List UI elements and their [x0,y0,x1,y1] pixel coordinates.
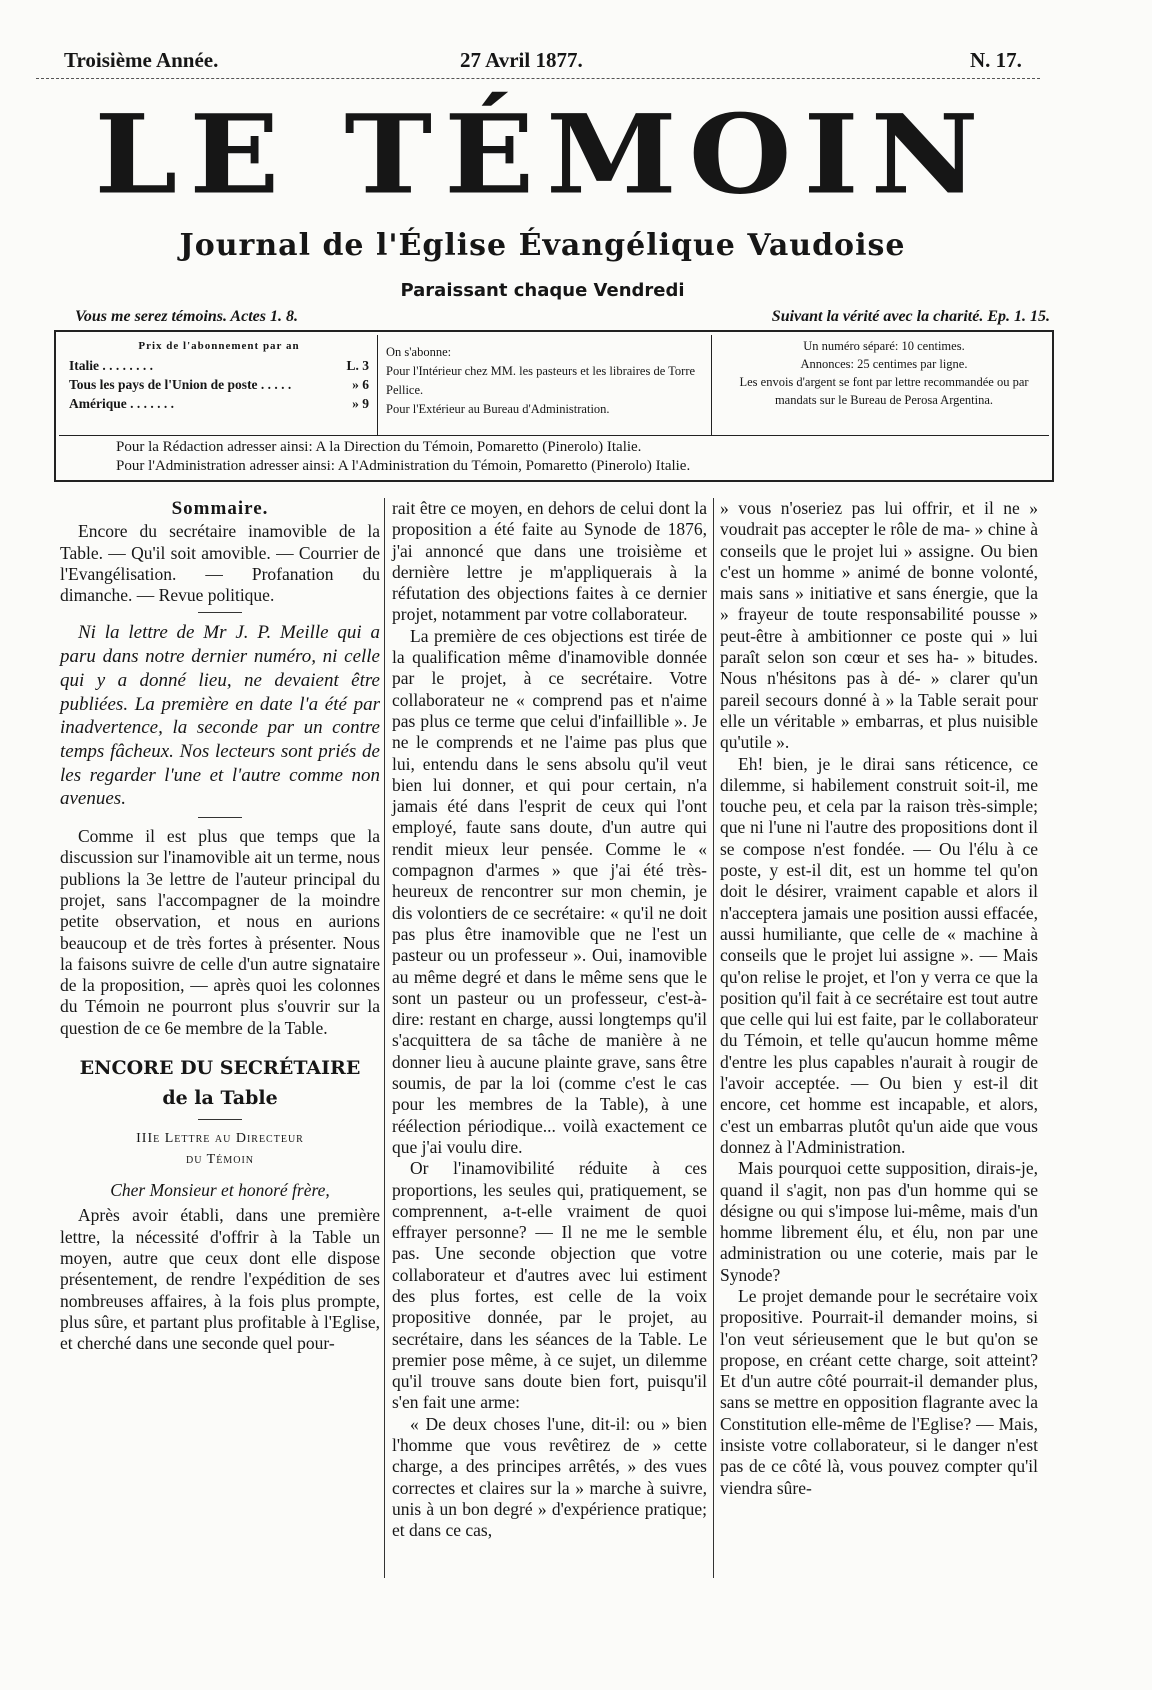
intro-paragraph: Comme il est plus que temps que la discussion sur l'inamovible ait un terme, nous publions la 3e lettre de l'auteur principal du projet, sans l'accompagner de la moindre petite observation, et nous en aurions beaucoup et de très fortes à présenter. Nous la faisons suivre de celle d'un autre signataire de la proposition, — après quoi les colonnes du Témoin ne pourront plus s'ouvrir sur la question de ce 6e membre de la Table. [60,826,380,1038]
rates-info [719,335,1049,411]
subscribe-line: Pour l'Intérieur chez MM. les pasteurs et les libraires de Torre Pellice. [386,364,696,397]
subscribe-line: On s'abonne: [386,345,452,359]
addresses [116,438,1016,476]
rates-line: Un numéro séparé: 10 centimes. [803,339,965,353]
body-paragraph: Le projet demande pour le secrétaire voix propositive. Pourrait-il demander moins, si l'on veut sérieusement que le but qu'on se propose, en créant cette charge, soit atteint? Et d'un autre côté pourrait-il demander plus, sans se mettre en opposition flagrante avec la Constitution elle-même de l'Eglise? — Mais, insiste votre collaborateur, si le danger n'est pas de ce côté là, vous pouvez compter qu'il viendra sûre- [720,1285,1038,1498]
motto-left: Vous me serez témoins. Actes 1. 8. [75,308,298,325]
issue-date: 27 Avril 1877. [460,48,583,72]
subscribe-info [377,335,712,435]
price-value: » 6 [352,377,369,392]
price-value: » 9 [352,396,369,411]
subscribe-line: Pour l'Extérieur au Bureau d'Administration. [386,402,610,416]
price-value: L. 3 [346,358,369,373]
salutation: Cher Monsieur et honoré frère, [110,1180,330,1201]
letter-heading: IIIe Lettre au Directeur [136,1131,304,1147]
letter-heading: du Témoin [185,1152,254,1168]
subscription-inner [59,335,1049,436]
masthead-title: LE TÉMOIN [94,90,991,219]
newspaper-page [30,0,1055,1690]
tagline: Paraissant chaque Vendredi [400,280,685,301]
body-paragraph: » vous n'oseriez pas lui offrir, et il ne » voudrait pas accepter le rôle de ma- » chine à conseils que le projet lui » assigne. Ou bien c'est un homme » animé de bonne volonté, mais sans » initiative et sans énergie, que la » frayeur de toute responsabilité pousse » peut-être à ambitionner ce poste qui » lui paraît selon son cœur et ses ha- » bitudes. Nous n'hésitons pas à dé- » clarer qu'un pareil secours donné à » la Table serait pour elle un véritable » embarras, et plus nuisible qu'utile ». [720,498,1038,753]
price-list [69,337,369,413]
column-1 [60,498,380,1354]
price-row [69,394,369,413]
body-paragraph: Après avoir établi, dans une première lettre, la nécessité d'offrir à la Table un moyen, autre que ceux dont elle dispose présentement, de rendre l'expédition de ses nombreuses affaires, à la fois plus prompte, plus sûre, et partant plus profitable à l'Eglise, et cherché dans une seconde quel pour- [60,1205,380,1354]
issue-number: N. 17. [970,48,1022,72]
sommaire-title: Sommaire. [171,498,269,519]
divider [198,1119,242,1120]
editorial-notice: Ni la lettre de Mr J. P. Meille qui a paru dans notre dernier numéro, ni celle qui y a donné lieu, ne devaient être publiées. La première en date l'a été par inadvertence, la seconde par un contre temps fâcheux. Nos lecteurs sont priés de les regarder l'une et l'autre comme non avenues. [60,622,380,810]
divider [198,612,242,613]
price-label: Tous les pays de l'Union de poste . . . . . [69,377,292,392]
body-paragraph: La première de ces objections est tirée de la qualification même d'inamovible donnée par le projet, à ce secrétaire. Votre collaborateur ne « comprend pas et n'aime pas plus ce terme que celui d'infaillible ». Je ne le comprends et ne l'aime pas plus que lui, entendu dans le sens absolu qu'il veut bien lui donner, et qui pour certain, n'a jamais été dans l'esprit de ceux qui l'ont employé, faute sans doute, d'un autre qui rendit mieux leur pensée. Comme le « compagnon d'armes » que j'ai été très-heureux de rencontrer sur mon chemin, je dis volontiers de ce secrétaire: « qu'il ne doit pas plus être inamovible que ne l'est un pasteur ou un professeur ». Oui, inamovible au même degré et dans le même sens que le sont un pasteur ou un professeur, c'est-à-dire: restant en charge, aussi longtemps qu'il s'acquittera de sa tâche de manière à ne donner lieu à aucune plainte grave, sans être soumis, de par la loi (comme c'est le cas pour les membres de la Table), à une réélection périodique... voilà exactement ce que j'ai voulu dire. [392,625,707,1157]
column-rule [384,498,385,1578]
redaction-address: Pour la Rédaction adresser ainsi: A la Direction du Témoin, Pomaretto (Pinerolo) Italie. [116,439,642,455]
top-rule [36,78,1040,79]
subscription-box [54,330,1054,482]
divider [198,817,242,818]
rates-line: Annonces: 25 centimes par ligne. [800,357,968,371]
rates-line: Les envois d'argent se font par lettre recommandée ou par mandats sur le Bureau de Perosa Argentina. [739,375,1029,407]
article-title: ENCORE DU SECRÉTAIRE [79,1057,361,1080]
top-line [30,48,1040,78]
sommaire-text: Encore du secrétaire inamovible de la Table. — Qu'il soit amovible. — Courrier de l'Evangélisation. — Profanation du dimanche. — Revue politique. [60,521,380,606]
body-paragraph: rait être ce moyen, en dehors de celui dont la proposition a été faite au Synode de 1876, j'ai annoncé que dans une troisième et dernière lettre je m'appliquerais à la réfutation des objections faites à ce dernier projet, notamment par votre collaborateur. [392,498,707,625]
body-paragraph: « De deux choses l'une, dit-il: ou » bien l'homme que vous revêtirez de » cette charge, a des principes arrêtés, » des vues correctes et claires sur la » marche à suivre, unis à un bon degré » d'expérience pratique; et dans ce cas, [392,1413,707,1541]
masthead-subtitle: Journal de l'Église Évangélique Vaudoise [179,228,906,263]
price-row [69,356,369,375]
price-label: Amérique . . . . . . . [69,396,174,411]
issue-year: Troisième Année. [64,48,219,72]
price-label: Italie . . . . . . . . [69,358,153,373]
administration-address: Pour l'Administration adresser ainsi: A l'Administration du Témoin, Pomaretto (Pinerolo) Italie. [116,458,691,474]
body-paragraph: Mais pourquoi cette supposition, dirais-je, quand il s'agit, non pas d'un homme qui se désigne ou qui s'impose lui-même, mais d'un homme librement élu, et élu, non par une administration ou une coterie, mais par le Synode? [720,1158,1038,1285]
column-2 [392,498,707,1542]
article-subtitle: de la Table [162,1087,278,1110]
column-3 [720,498,1038,1499]
body-paragraph: Eh! bien, je le dirai sans réticence, ce dilemme, si habilement construit soit-il, me touche peu, et cela par la raison très-simple; que ni l'une ni l'autre des propositions dont il se compose n'est fondée. — Ou l'élu à ce poste, y est-il dit, est un homme tel qu'on doit le désirer, vraiment capable et alors il n'acceptera jamais une position aussi effacée, aussi humiliante, que celle de « machine à conseils que le projet lui assigne ». — Mais qu'on relise le projet, et l'on y verra ce que la position qu'il fait à ce secrétaire est tout autre que celle qui lui est faite, par le collaborateur du Témoin, et telle qu'aucun homme même d'entre les plus capables n'aurait à rougir de l'avoir acceptée. — Ou bien y est-il dit encore, cet homme est incapable, et alors, c'est un embarras plutôt qu'un aide que vous donnez à l'Administration. [720,753,1038,1157]
body-paragraph: Or l'inamovibilité réduite à ces proportions, les seules qui, pratiquement, se comprennent, a-t-elle vraiment de quoi effrayer personne? — Il ne me le semble pas. Une seconde objection que votre collaborateur et d'autres avec lui estiment des plus fortes, est celle de la voix propositive donnée, par le projet, au secrétaire, dans les séances de la Table. Le premier pose même, à ce sujet, un dilemme qu'il trouve sans doute bien fort, puisqu'il s'en fait une arme: [392,1158,707,1413]
column-rule [713,498,714,1578]
price-heading: Prix de l'abonnement par an [138,340,300,352]
price-row [69,375,369,394]
motto-right: Suivant la vérité avec la charité. Ep. 1. 15. [771,308,1050,325]
